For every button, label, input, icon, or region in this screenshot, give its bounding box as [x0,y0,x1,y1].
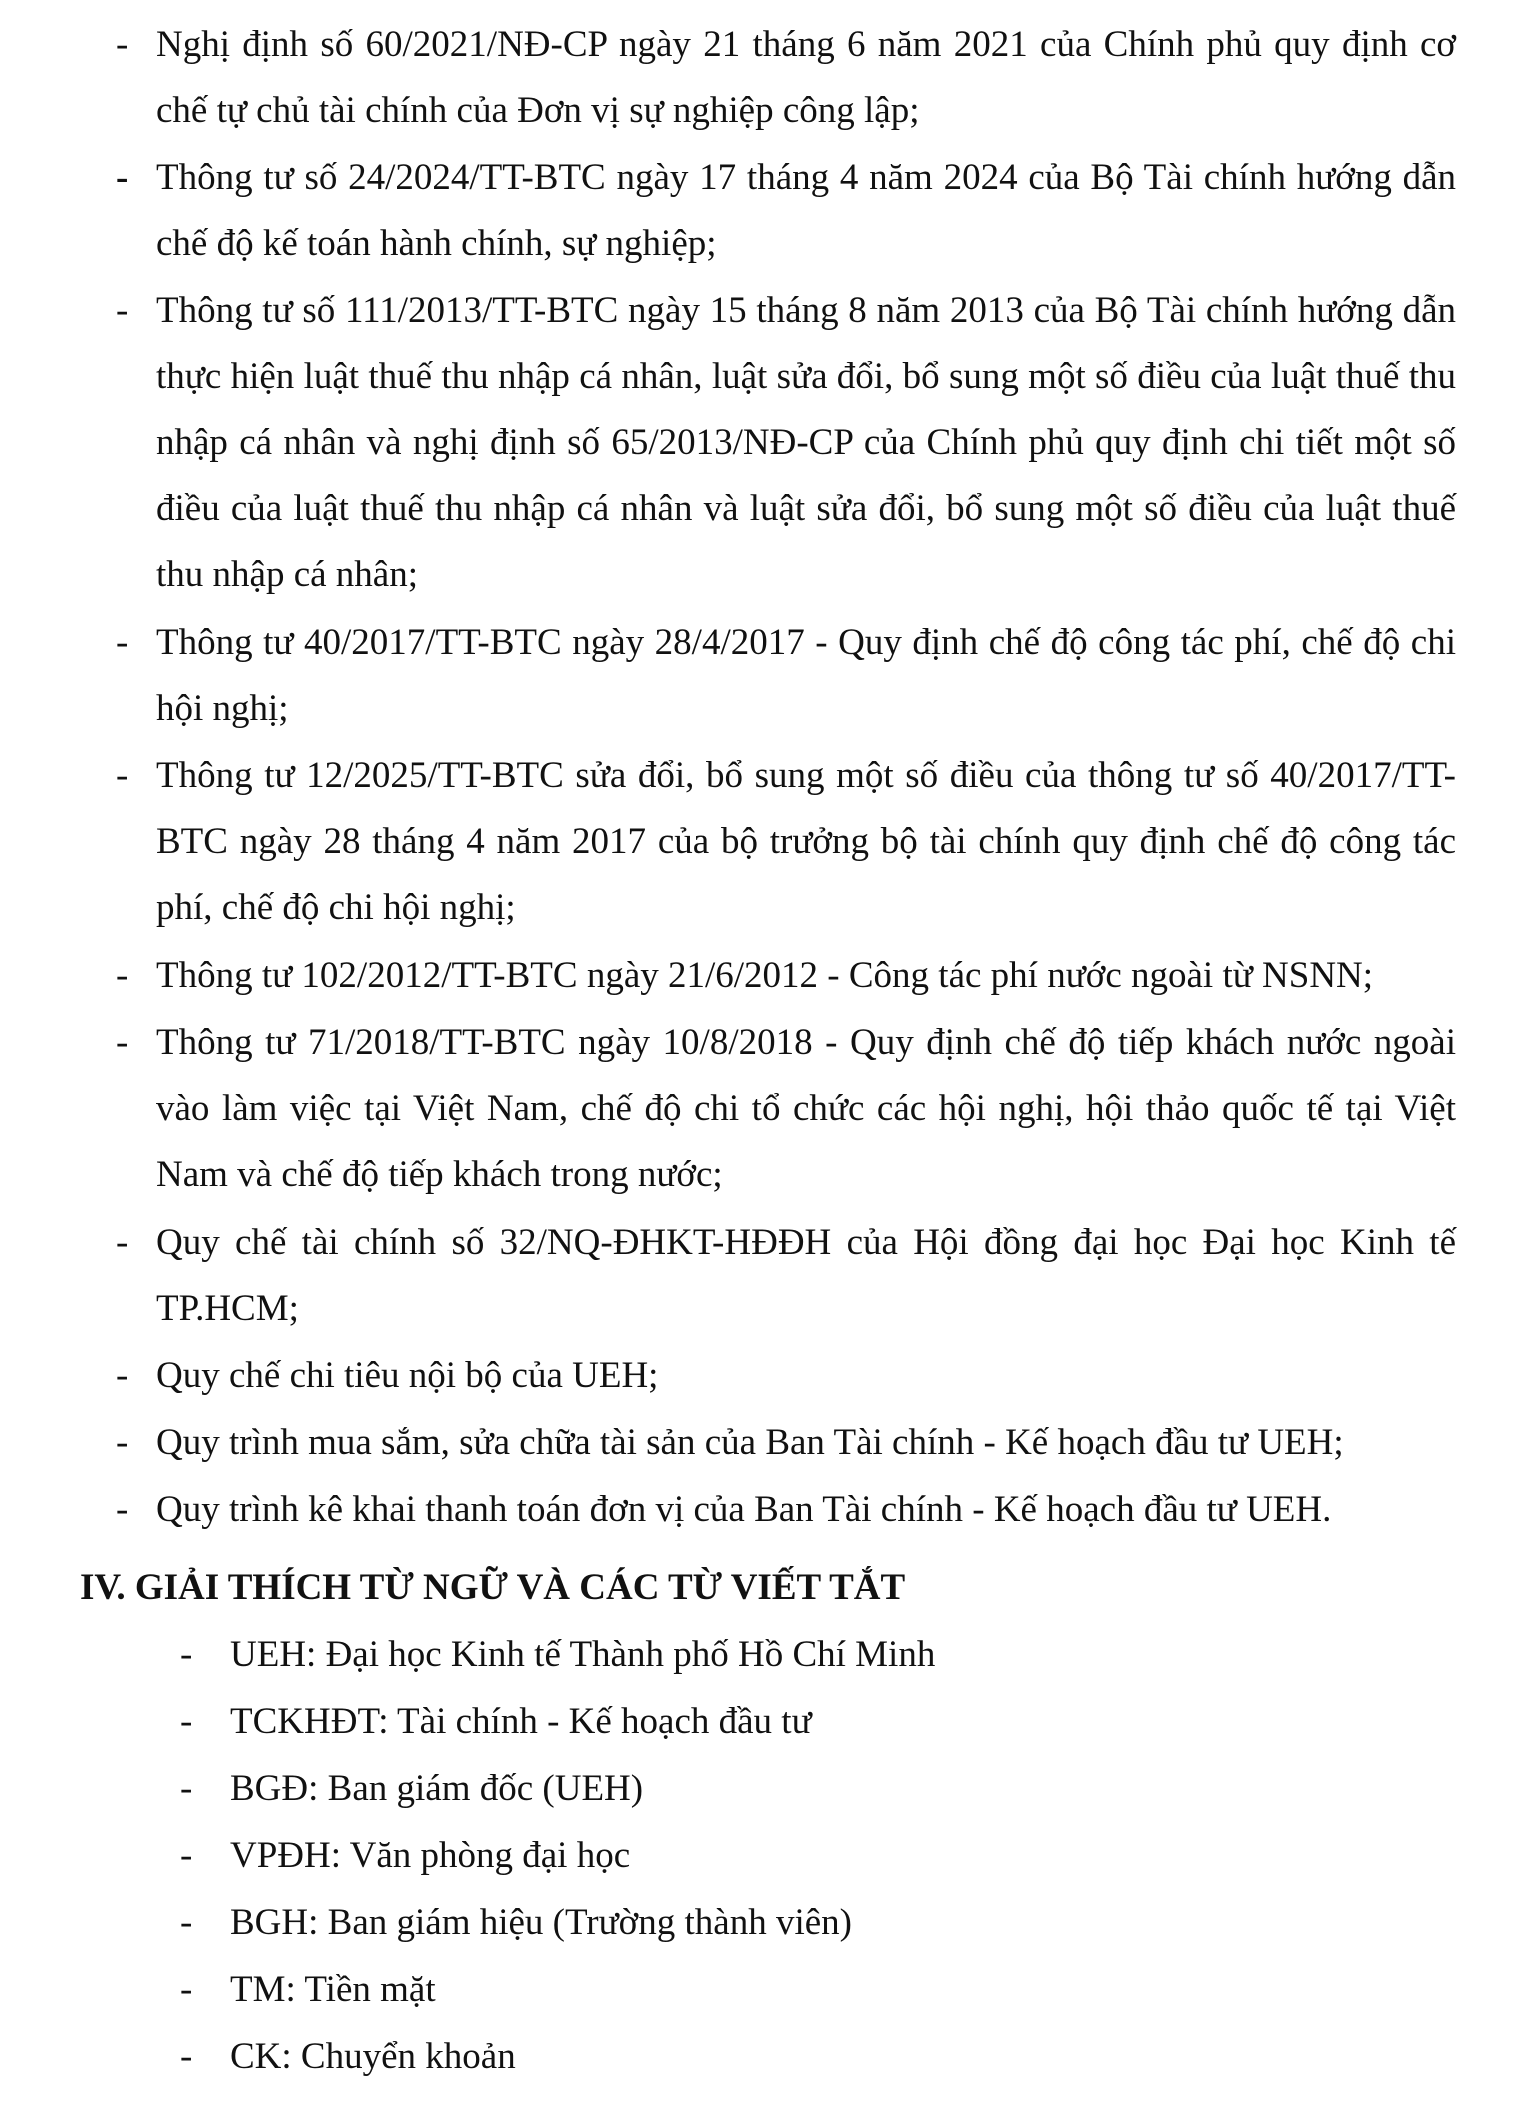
abbreviation-item [180,1890,852,1956]
list-dash: - [180,1634,193,1675]
list-dash: - [116,157,129,198]
reference-item [116,743,1456,941]
list-dash: - [180,1768,193,1809]
list-dash: - [180,1969,193,2010]
abbreviation-item [180,1689,812,1755]
reference-item [116,943,1456,1009]
reference-text: Thông tư 40/2017/TT-BTC ngày 28/4/2017 - Quy định chế độ công tác phí, chế độ chi hội nghị; [156,622,1456,729]
list-dash: - [116,1022,129,1063]
list-dash: - [116,755,129,796]
list-dash: - [116,1222,129,1263]
reference-item [116,145,1456,277]
abbreviation-item [180,1756,643,1822]
abbreviation-item [180,1957,436,2023]
list-dash: - [116,1489,129,1530]
reference-item [116,1210,1456,1342]
section-heading: IV. GIẢI THÍCH TỪ NGỮ VÀ CÁC TỪ VIẾT TẮT [80,1567,906,1608]
list-dash: - [180,1701,193,1742]
list-dash: - [116,290,129,331]
reference-item [116,1410,1456,1476]
abbreviation-item [180,2024,516,2090]
abbreviation-text: BGĐ: Ban giám đốc (UEH) [230,1768,644,1809]
reference-text: Quy chế chi tiêu nội bộ của UEH; [156,1355,659,1396]
abbreviation-text: TCKHĐT: Tài chính - Kế hoạch đầu tư [230,1701,812,1742]
reference-text: Thông tư 71/2018/TT-BTC ngày 10/8/2018 - Quy định chế độ tiếp khách nước ngoài vào làm việc tại Việt Nam, chế độ chi tổ chức các hội nghị, hội thảo quốc tế tại Việt Nam và chế độ tiếp khách trong nước; [156,1022,1456,1195]
abbreviation-text: BGH: Ban giám hiệu (Trường thành viên) [230,1902,852,1943]
abbreviation-text: VPĐH: Văn phòng đại học [230,1835,631,1876]
abbreviation-item [180,1622,935,1688]
reference-item [116,278,1456,608]
reference-item [116,12,1456,144]
list-dash: - [180,2036,193,2077]
reference-text: Quy chế tài chính số 32/NQ-ĐHKT-HĐĐH của Hội đồng đại học Đại học Kinh tế TP.HCM; [156,1222,1456,1329]
reference-item [116,1010,1456,1208]
reference-item [116,1477,1456,1543]
list-dash: - [116,955,129,996]
list-dash: - [116,24,129,65]
abbreviation-item [180,1823,630,1889]
abbreviation-text: CK: Chuyển khoản [230,2036,516,2077]
list-dash: - [180,1902,193,1943]
reference-text: Quy trình kê khai thanh toán đơn vị của Ban Tài chính - Kế hoạch đầu tư UEH. [156,1489,1332,1530]
reference-text: Thông tư số 111/2013/TT-BTC ngày 15 tháng 8 năm 2013 của Bộ Tài chính hướng dẫn thực hiện luật thuế thu nhập cá nhân, luật sửa đổi, bổ sung một số điều của luật thuế thu nhập cá nhân và nghị định số 65/2013/NĐ-CP của Chính phủ quy định chi tiết một số điều của luật thuế thu nhập cá nhân và luật sửa đổi, bổ sung một số điều của luật thuế thu nhập cá nhân; [156,290,1456,595]
reference-text: Quy trình mua sắm, sửa chữa tài sản của Ban Tài chính - Kế hoạch đầu tư UEH; [156,1422,1344,1463]
list-dash: - [116,1422,129,1463]
reference-text: Thông tư số 24/2024/TT-BTC ngày 17 tháng 4 năm 2024 của Bộ Tài chính hướng dẫn chế độ kế toán hành chính, sự nghiệp; [156,157,1456,264]
abbreviation-text: UEH: Đại học Kinh tế Thành phố Hồ Chí Minh [230,1634,936,1675]
list-dash: - [116,622,129,663]
list-dash: - [180,1835,193,1876]
reference-text: Nghị định số 60/2021/NĐ-CP ngày 21 tháng 6 năm 2021 của Chính phủ quy định cơ chế tự chủ tài chính của Đơn vị sự nghiệp công lập; [156,24,1456,131]
reference-text: Thông tư 102/2012/TT-BTC ngày 21/6/2012 - Công tác phí nước ngoài từ NSNN; [156,955,1374,996]
reference-text: Thông tư 12/2025/TT-BTC sửa đổi, bổ sung một số điều của thông tư số 40/2017/TT-BTC ngày 28 tháng 4 năm 2017 của bộ trưởng bộ tài chính quy định chế độ công tác phí, chế độ chi hội nghị; [156,755,1456,928]
abbreviation-text: TM: Tiền mặt [230,1969,436,2010]
reference-item [116,610,1456,742]
reference-item [116,1343,1456,1409]
list-dash: - [116,1355,129,1396]
